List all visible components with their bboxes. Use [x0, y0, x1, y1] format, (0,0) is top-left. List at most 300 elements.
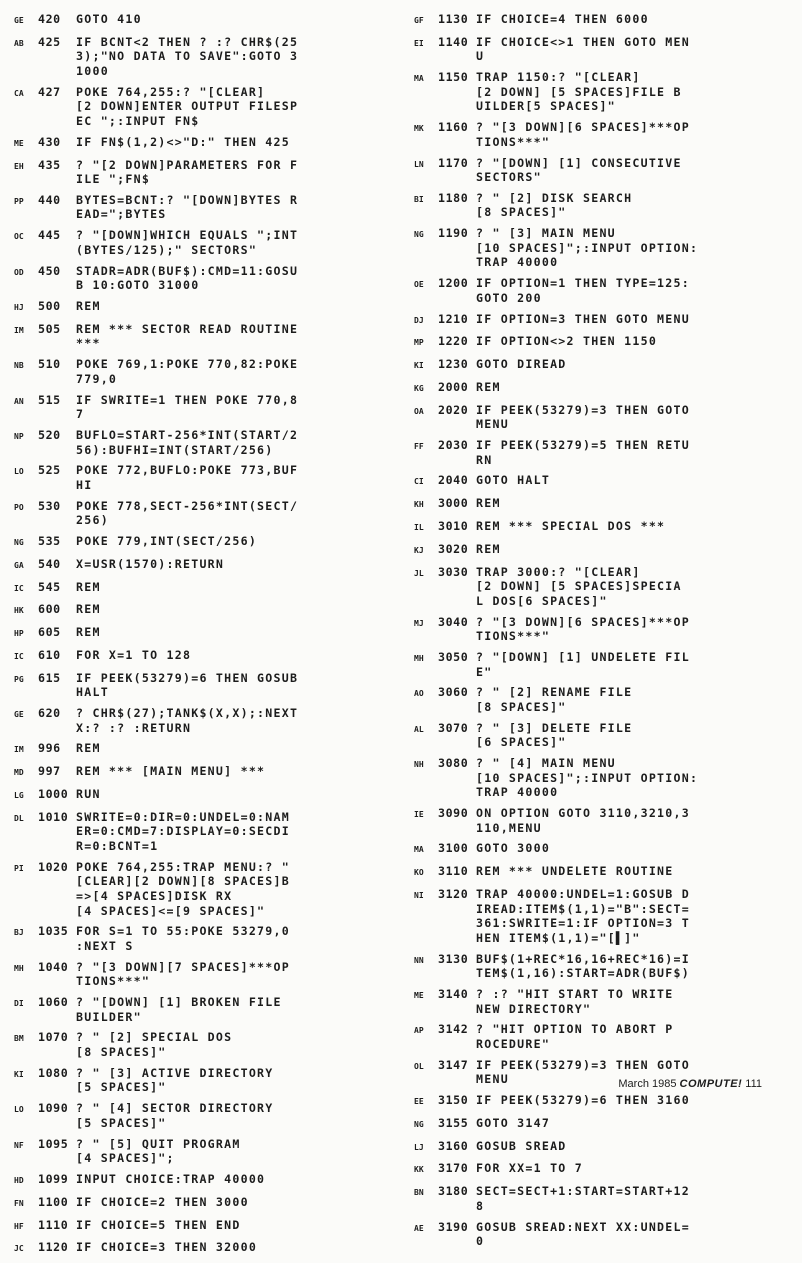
code-text: [476, 334, 657, 349]
program-line: [14, 299, 392, 316]
code-line: ? "[DOWN]WHICH EQUALS ";INT: [76, 228, 299, 243]
line-number: 3030: [438, 564, 469, 579]
code-text: [476, 473, 550, 488]
code-text: [476, 1161, 583, 1176]
checksum: KI: [14, 1069, 24, 1079]
program-line: [14, 534, 392, 551]
code-line: GOTO DIREAD: [476, 357, 567, 372]
code-text: [76, 228, 298, 257]
line-number: 3120: [438, 886, 469, 901]
checksum: IL: [414, 523, 424, 533]
code-line: ON OPTION GOTO 3110,3210,3: [476, 806, 690, 821]
line-number: 1035: [38, 924, 69, 939]
code-text: [476, 276, 690, 305]
program-line: [414, 1220, 794, 1249]
code-line: R=0:BCNT=1: [76, 839, 159, 853]
code-line: IF BCNT<2 THEN ? :? CHR$(25: [76, 34, 299, 49]
code-text: [76, 1066, 274, 1095]
code-text: [476, 120, 690, 149]
code-text: [76, 1195, 249, 1210]
checksum: AE: [414, 1223, 424, 1233]
line-number: 505: [38, 321, 61, 336]
code-line: ? " [3] DELETE FILE: [476, 720, 633, 735]
code-line: REM *** UNDELETE ROUTINE: [476, 864, 674, 879]
checksum: NP: [14, 431, 24, 441]
line-number: 3010: [438, 519, 469, 534]
line-number: 520: [38, 427, 61, 442]
code-text: [76, 322, 298, 351]
code-line: L DOS[6 SPACES]": [476, 593, 608, 608]
program-line: [14, 1218, 392, 1235]
code-line: ROCEDURE": [476, 1036, 551, 1051]
program-line: [414, 565, 794, 609]
code-line: FOR X=1 TO 128: [76, 647, 192, 662]
checksum: FF: [414, 442, 424, 452]
line-number: 2040: [438, 473, 469, 488]
line-number: 3142: [438, 1022, 469, 1037]
checksum: CI: [414, 477, 424, 487]
code-text: [76, 1172, 265, 1187]
code-line: TRAP 40000: [476, 255, 559, 270]
code-line: STADR=ADR(BUF$):CMD=11:GOSU: [76, 263, 299, 278]
line-number: 435: [38, 157, 61, 172]
checksum: MP: [414, 338, 424, 348]
footer-date: March 1985: [618, 1078, 677, 1090]
program-line: [414, 542, 794, 559]
code-text: [76, 463, 298, 492]
code-text: [476, 226, 698, 270]
code-text: [76, 534, 257, 549]
code-text: [76, 158, 298, 187]
checksum: GF: [414, 16, 424, 25]
code-line: GOSUB SREAD:NEXT XX:UNDEL=: [476, 1219, 690, 1234]
line-number: 3020: [438, 541, 469, 556]
program-line: [14, 158, 392, 187]
line-number: 3130: [438, 951, 469, 966]
checksum: GE: [14, 710, 24, 720]
code-line: INPUT CHOICE:TRAP 40000: [76, 1171, 266, 1186]
checksum: HK: [14, 606, 24, 616]
code-line: REM: [76, 741, 101, 756]
line-number: 1230: [438, 357, 469, 372]
program-line: [414, 357, 794, 374]
line-number: 1040: [38, 959, 69, 974]
code-text: [476, 519, 665, 534]
code-line: REM: [476, 379, 501, 394]
code-line: UILDER[5 SPACES]": [476, 99, 616, 114]
program-line: [414, 952, 794, 981]
checksum: IC: [14, 651, 24, 661]
code-line: SECT=SECT+1:START=START+12: [476, 1184, 690, 1199]
line-number: 3060: [438, 685, 469, 700]
line-number: 3070: [438, 720, 469, 735]
program-line: [14, 706, 392, 735]
checksum: JC: [14, 1244, 24, 1254]
line-number: 997: [38, 764, 61, 779]
code-text: [476, 1093, 690, 1108]
checksum: NH: [414, 760, 424, 770]
line-number: 3155: [438, 1115, 469, 1130]
code-line: GOTO HALT: [476, 473, 551, 488]
line-number: 1100: [38, 1194, 69, 1209]
code-line: X:? :? :RETURN: [76, 720, 192, 735]
code-line: 8: [476, 1198, 485, 1213]
checksum: EI: [414, 38, 424, 48]
program-line: [14, 193, 392, 222]
code-text: [76, 860, 290, 918]
code-text: [76, 193, 298, 222]
program-line: [14, 1066, 392, 1095]
line-number: 500: [38, 299, 61, 313]
checksum: ME: [414, 990, 424, 1000]
program-line: [414, 864, 794, 881]
program-line: [414, 12, 794, 29]
code-line: MENU: [476, 417, 509, 432]
line-number: 2000: [438, 379, 469, 394]
program-line: [14, 35, 392, 79]
program-line: [414, 806, 794, 835]
code-line: EAD=";BYTES: [76, 207, 167, 222]
program-line: [414, 156, 794, 185]
line-number: 1130: [438, 12, 469, 26]
code-text: [476, 542, 501, 557]
code-line: NEW DIRECTORY": [476, 1001, 592, 1016]
line-number: 510: [38, 357, 61, 372]
line-number: 1010: [38, 809, 69, 824]
code-line: BUFLO=START-256*INT(START/2: [76, 427, 299, 442]
checksum: LO: [14, 467, 24, 477]
checksum: AL: [414, 724, 424, 734]
code-line: 1000: [76, 63, 109, 78]
checksum: MD: [14, 768, 24, 778]
code-text: [476, 987, 674, 1016]
program-line: [414, 987, 794, 1016]
code-line: B 10:GOTO 31000: [76, 278, 200, 293]
line-number: 3150: [438, 1093, 469, 1108]
code-line: HI: [76, 477, 93, 492]
code-text: [476, 650, 690, 679]
code-line: IF OPTION=3 THEN GOTO MENU: [476, 311, 690, 326]
code-line: GOTO 3147: [476, 1115, 551, 1130]
code-text: [76, 12, 142, 27]
code-text: [476, 841, 550, 856]
checksum: EH: [14, 161, 24, 171]
line-number: 996: [38, 741, 61, 756]
code-text: [476, 615, 690, 644]
code-line: ? " [4] MAIN MENU: [476, 756, 616, 771]
line-number: 1099: [38, 1171, 69, 1186]
checksum: IC: [14, 583, 24, 593]
code-line: (BYTES/125);" SECTORS": [76, 242, 258, 257]
checksum: MA: [414, 74, 424, 84]
line-number: 3050: [438, 649, 469, 664]
code-text: [76, 35, 298, 79]
program-line: [14, 428, 392, 457]
code-line: [10 SPACES]";:INPUT OPTION:: [476, 770, 699, 785]
code-text: [476, 191, 632, 220]
code-line: 779,0: [76, 371, 118, 386]
code-text: [76, 1218, 241, 1233]
checksum: LG: [14, 791, 24, 801]
code-line: [CLEAR][2 DOWN][8 SPACES]B: [76, 874, 290, 889]
footer-page-number: 111: [745, 1078, 762, 1090]
program-line: [414, 650, 794, 679]
program-line: [14, 860, 392, 918]
checksum: KG: [414, 383, 424, 393]
line-number: 1170: [438, 155, 469, 170]
program-line: [14, 357, 392, 386]
line-number: 1060: [38, 995, 69, 1010]
code-line: TIONS***": [476, 629, 551, 644]
code-line: ? " [3] MAIN MENU: [476, 226, 616, 241]
listing-column-right: [414, 12, 794, 1255]
footer-magazine: COMPUTE!: [679, 1078, 743, 1090]
program-line: [14, 322, 392, 351]
checksum: HF: [14, 1221, 24, 1231]
line-number: 530: [38, 498, 61, 513]
code-text: [76, 85, 298, 129]
checksum: NI: [414, 890, 424, 900]
checksum: HP: [14, 629, 24, 639]
program-line: [14, 671, 392, 700]
program-line: [414, 519, 794, 536]
code-text: [476, 565, 682, 609]
line-number: 1220: [438, 334, 469, 349]
code-line: REM: [476, 496, 501, 511]
program-line: [414, 438, 794, 467]
code-line: [6 SPACES]": [476, 735, 567, 750]
code-text: [476, 403, 690, 432]
code-text: [476, 156, 682, 185]
code-line: BUILDER": [76, 1009, 142, 1024]
program-line: [14, 264, 392, 293]
code-text: [476, 1022, 674, 1051]
code-line: ? "HIT OPTION TO ABORT P: [476, 1022, 674, 1037]
checksum: KH: [414, 500, 424, 510]
code-line: POKE 778,SECT-256*INT(SECT/: [76, 498, 299, 513]
code-text: [476, 12, 649, 27]
checksum: FN: [14, 1198, 24, 1208]
code-text: [476, 380, 501, 395]
code-line: REM: [76, 579, 101, 594]
line-number: 450: [38, 263, 61, 278]
program-line: [414, 226, 794, 270]
code-line: X=USR(1570):RETURN: [76, 556, 225, 571]
line-number: 600: [38, 602, 61, 617]
code-text: [76, 1137, 241, 1166]
code-line: ? CHR$(27);TANK$(X,X);:NEXT: [76, 706, 299, 721]
line-number: 1140: [438, 34, 469, 49]
code-line: IF FN$(1,2)<>"D:" THEN 425: [76, 134, 290, 149]
program-line: [414, 403, 794, 432]
code-text: [476, 721, 632, 750]
checksum: ME: [14, 138, 24, 148]
code-line: ? "[DOWN] [1] CONSECUTIVE: [476, 155, 682, 170]
code-line: RN: [476, 452, 493, 467]
checksum: DJ: [414, 315, 424, 325]
line-number: 525: [38, 463, 61, 478]
program-line: [414, 887, 794, 945]
program-line: [14, 499, 392, 528]
checksum: MA: [414, 845, 424, 855]
code-line: [5 SPACES]": [76, 1080, 167, 1095]
code-line: GOSUB SREAD: [476, 1138, 567, 1153]
code-line: [4 SPACES]<=[9 SPACES]": [76, 903, 266, 918]
program-line: [14, 1240, 392, 1257]
line-number: 1160: [438, 120, 469, 135]
line-number: 1090: [38, 1101, 69, 1116]
program-line: [14, 602, 392, 619]
code-text: [76, 625, 101, 640]
checksum: NG: [414, 1119, 424, 1129]
program-line: [14, 1030, 392, 1059]
checksum: IE: [414, 810, 424, 820]
program-line: [414, 380, 794, 397]
code-line: ? " [2] DISK SEARCH: [476, 190, 633, 205]
program-line: [14, 228, 392, 257]
line-number: 1080: [38, 1065, 69, 1080]
line-number: 3160: [438, 1138, 469, 1153]
code-line: [2 DOWN]ENTER OUTPUT FILESP: [76, 99, 299, 114]
code-line: 256): [76, 513, 109, 528]
code-line: U: [476, 49, 485, 64]
code-text: [76, 787, 101, 802]
code-line: ***: [76, 336, 101, 351]
code-text: [476, 438, 690, 467]
code-line: TIONS***": [76, 974, 151, 989]
line-number: 2030: [438, 438, 469, 453]
code-text: [76, 960, 290, 989]
code-line: IF CHOICE=3 THEN 32000: [76, 1240, 258, 1255]
line-number: 427: [38, 84, 61, 99]
program-line: [414, 615, 794, 644]
page-footer: [618, 1078, 762, 1090]
line-number: 1180: [438, 190, 469, 205]
code-text: [476, 952, 690, 981]
checksum: DI: [14, 999, 24, 1009]
line-number: 3100: [438, 841, 469, 856]
code-text: [476, 35, 690, 64]
code-line: IF PEEK(53279)=3 THEN GOTO: [476, 402, 690, 417]
code-text: [76, 671, 298, 700]
code-line: ER=0:CMD=7:DISPLAY=0:SECDI: [76, 824, 290, 839]
code-line: [5 SPACES]": [76, 1115, 167, 1130]
line-number: 3170: [438, 1161, 469, 1176]
code-line: [2 DOWN] [5 SPACES]FILE B: [476, 84, 682, 99]
line-number: 1200: [438, 276, 469, 291]
code-line: TRAP 3000:? "[CLEAR]: [476, 564, 641, 579]
checksum: OA: [414, 406, 424, 416]
code-line: SECTORS": [476, 170, 542, 185]
program-line: [414, 70, 794, 114]
program-line: [414, 1161, 794, 1178]
checksum: KK: [414, 1165, 424, 1175]
program-line: [14, 85, 392, 129]
checksum: NG: [14, 538, 24, 548]
code-text: [76, 1240, 257, 1255]
code-line: IF PEEK(53279)=5 THEN RETU: [476, 438, 690, 453]
code-line: POKE 764,255:? "[CLEAR]: [76, 84, 266, 99]
line-number: 1070: [38, 1030, 69, 1045]
program-line: [14, 764, 392, 781]
code-text: [476, 312, 690, 327]
line-number: 1150: [438, 70, 469, 85]
code-line: FOR XX=1 TO 7: [476, 1161, 583, 1176]
checksum: LN: [414, 159, 424, 169]
code-line: IF PEEK(53279)=3 THEN GOTO: [476, 1057, 690, 1072]
line-number: 620: [38, 706, 61, 721]
checksum: DL: [14, 813, 24, 823]
code-line: ? "[3 DOWN][6 SPACES]***OP: [476, 120, 690, 135]
program-line: [14, 1137, 392, 1166]
checksum: GA: [14, 560, 24, 570]
code-line: [8 SPACES]": [476, 205, 567, 220]
listing-column-left: [14, 12, 392, 1263]
code-text: [76, 580, 101, 595]
line-number: 3147: [438, 1057, 469, 1072]
checksum: BN: [414, 1188, 424, 1198]
code-text: [76, 428, 298, 457]
checksum: LJ: [414, 1142, 424, 1152]
code-text: [476, 685, 632, 714]
code-line: ? "[DOWN] [1] UNDELETE FIL: [476, 649, 690, 664]
checksum: NN: [414, 955, 424, 965]
code-text: [76, 706, 298, 735]
checksum: AN: [14, 396, 24, 406]
code-line: TIONS***": [476, 134, 551, 149]
line-number: 615: [38, 670, 61, 685]
line-number: 3180: [438, 1184, 469, 1199]
program-line: [414, 685, 794, 714]
line-number: 3110: [438, 864, 469, 879]
code-line: IF SWRITE=1 THEN POKE 770,8: [76, 392, 299, 407]
program-line: [414, 721, 794, 750]
code-text: [76, 135, 290, 150]
line-number: 540: [38, 556, 61, 571]
program-line: [414, 756, 794, 800]
line-number: 610: [38, 647, 61, 662]
program-line: [414, 334, 794, 351]
checksum: CA: [14, 88, 24, 98]
program-line: [14, 648, 392, 665]
code-line: POKE 769,1:POKE 770,82:POKE: [76, 357, 299, 372]
code-text: [476, 357, 567, 372]
code-line: SWRITE=0:DIR=0:UNDEL=0:NAM: [76, 809, 290, 824]
code-line: FOR S=1 TO 55:POKE 53279,0: [76, 924, 290, 939]
code-line: REM *** SECTOR READ ROUTINE: [76, 321, 299, 336]
program-line: [14, 625, 392, 642]
line-number: 545: [38, 579, 61, 594]
code-text: [476, 1184, 690, 1213]
code-line: ? "[3 DOWN][6 SPACES]***OP: [476, 614, 690, 629]
code-line: RUN: [76, 787, 101, 802]
checksum: MJ: [414, 618, 424, 628]
checksum: EE: [414, 1097, 424, 1107]
code-line: IF CHOICE=2 THEN 3000: [76, 1194, 249, 1209]
checksum: KI: [414, 361, 424, 371]
code-line: BUF$(1+REC*16,16+REC*16)=I: [476, 951, 690, 966]
code-line: MENU: [476, 1072, 509, 1087]
line-number: 1095: [38, 1136, 69, 1151]
checksum: MH: [414, 653, 424, 663]
program-line: [14, 1195, 392, 1212]
program-line: [14, 924, 392, 953]
code-line: IF OPTION=1 THEN TYPE=125:: [476, 276, 690, 291]
line-number: 420: [38, 12, 61, 26]
program-line: [414, 312, 794, 329]
checksum: BJ: [14, 928, 24, 938]
line-number: 1000: [38, 787, 69, 802]
